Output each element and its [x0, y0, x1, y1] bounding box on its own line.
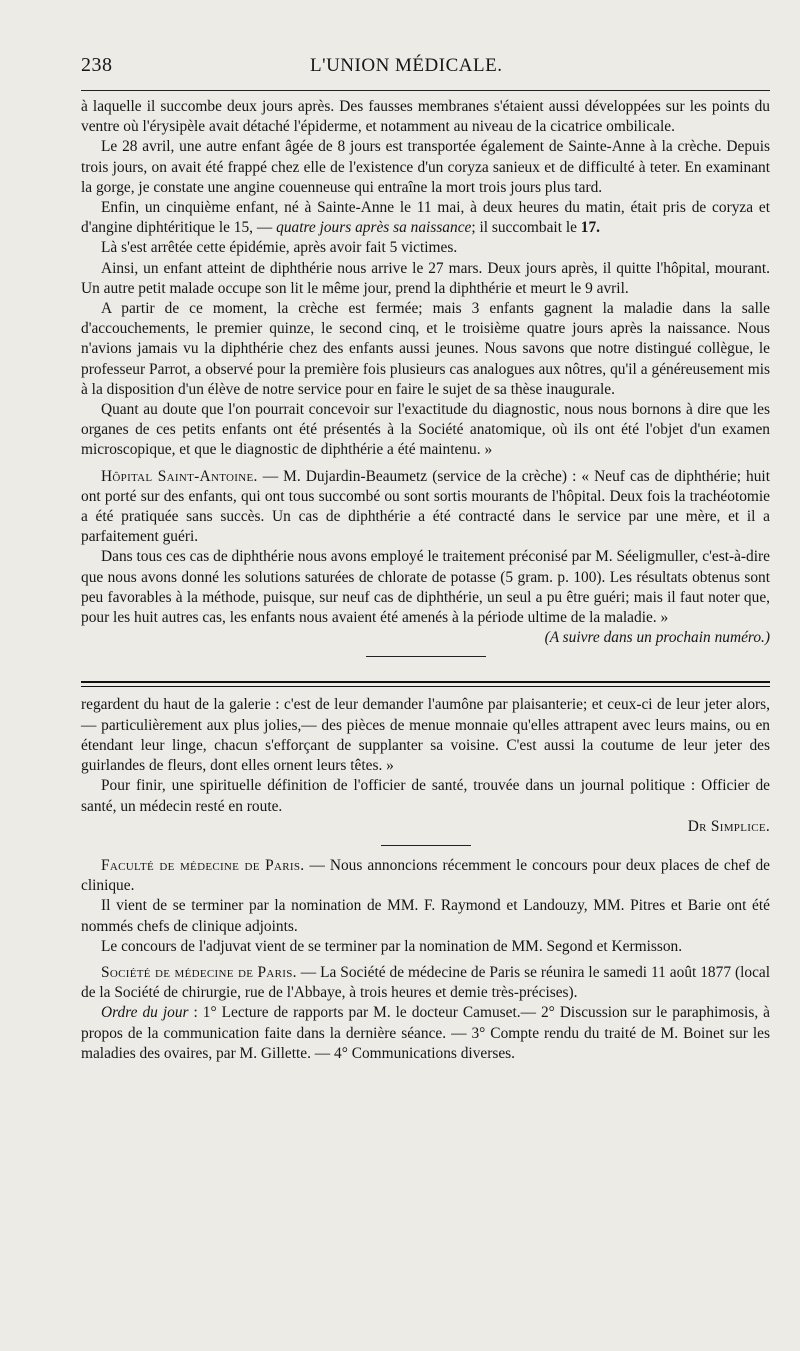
paragraph — [81, 198, 770, 238]
signature: Dr Simplice. — [687, 817, 770, 835]
paragraph: à laquelle il succombe deux jours après. Des fausses membranes s'étaient aussi développées sur les points du ventre où l'érysipèle avait détaché l'épiderme, et notamment au niveau de la cicatrice ombilicale. — [81, 98, 770, 136]
section-heading: Hôpital Saint-Antoine. — [101, 467, 258, 485]
feuilleton — [81, 695, 770, 836]
text-run: ; il succombait le — [471, 219, 581, 237]
text-run: : 1° Lecture de rapports par M. le docteur Camuset.— 2° Discussion sur le paraphimosis, à propos de la communication faite dans la dernière séance. — 3° Compte rendu du traité de M. Boinet sur les maladies des ovaires, par M. Gillette. — 4° Communications diverses. — [81, 1004, 770, 1062]
paragraph: A partir de ce moment, la crèche est fermée; mais 3 enfants gagnent la maladie dans la salle d'accouchements, le premier quinze, le second cinq, et le troisième quatre jours après la naissance. Nous n'avions jamais vu la diphthérie chez des enfants aussi jeunes. Nous savons que notre distingué collègue, le professeur Parrot, a observé pour la première fois plusieurs cas analogues aux nôtres, qu'il a généreusement mis à la disposition d'un élève de notre service pour en faire le sujet de sa thèse inaugurale. — [81, 300, 770, 398]
running-title: L'UNION MÉDICALE. — [310, 55, 503, 76]
paragraph: Le 28 avril, une autre enfant âgée de 8 jours est transportée également de Sainte-Anne à la crèche. Depuis trois jours, on avait été frappé chez elle de l'existence d'un coryza sanieux et de difficulté à teter. En examinant la gorge, je constate une angine couenneuse qui entraîne la mort trois jours plus tard. — [81, 138, 770, 196]
news-section — [81, 856, 770, 1064]
italic-text: Ordre du jour — [101, 1004, 189, 1022]
text-run: Enfin, un cinquième enfant, né à Sainte-Anne le 11 mai, à deux heures du matin, était pris de coryza et d'angine diphtéritique le 15, — — [81, 199, 770, 237]
feuilleton-separator — [81, 681, 770, 687]
italic-text: quatre jours après sa naissance — [276, 219, 472, 237]
paragraph: Pour finir, une spirituelle définition de l'officier de santé, trouvée dans un journal politique : Officier de santé, un médecin resté en route. — [81, 777, 770, 815]
paragraph: Là s'est arrêtée cette épidémie, après avoir fait 5 victimes. — [101, 239, 458, 257]
separator — [381, 845, 471, 846]
page-header — [81, 54, 770, 88]
separator — [366, 656, 486, 657]
section-heading: Société de médecine de Paris. — [101, 963, 297, 981]
section-heading: Faculté de médecine de Paris. — [101, 856, 305, 874]
header-rule — [81, 90, 770, 91]
to-be-continued: (A suivre dans un prochain numéro.) — [544, 629, 770, 647]
paragraph: Dans tous ces cas de diphthérie nous avons employé le traitement préconisé par M. Séeligmuller, c'est-à-dire que nous avons donné les solutions saturées de chlorate de potasse (5 gram. p. 100). Les résultats obtenus sont peu favorables à la méthode, puisque, sur neuf cas de diphthérie, un seul a pu être guéri; mais il faut noter que, pour les huit autres cas, les enfants nous avaient été amenés à la période ultime de la maladie. » — [81, 548, 770, 627]
paragraph: Ainsi, un enfant atteint de diphthérie nous arrive le 27 mars. Deux jours après, il quitte l'hôpital, mourant. Un autre petit malade occupe son lit le même jour, prend la diphthérie et meurt le 9 avril. — [81, 259, 770, 297]
article-diphtheria — [81, 97, 770, 648]
bold-text: 17. — [580, 219, 601, 237]
paragraph: Il vient de se terminer par la nomination de MM. F. Raymond et Landouzy, MM. Pitres et Barie ont été nommés chefs de clinique adjoints. — [81, 897, 770, 935]
text-run: — La Société de médecine de Paris se réunira le samedi 11 août 1877 (local de la Société de chirurgie, rue de l'Abbaye, à trois heures et demie très-précises). — [81, 963, 771, 1002]
paragraph: Le concours de l'adjuvat vient de se terminer par la nomination de MM. Segond et Kermisson. — [101, 937, 683, 955]
paragraph — [81, 963, 770, 1003]
page-number: 238 — [81, 54, 113, 76]
paragraph: regardent du haut de la galerie : c'est de leur demander l'aumône par plaisanterie; et ceux-ci de leur jeter alors, — particulièrement aux plus jolies,— des pièces de menue monnaie qu'elles attrapent avec leurs mains, ou en étendant leur linge, chacun s'efforçant de supplanter sa voisine. C'est aussi la coutume de leur jeter des guirlandes de fleurs, dont elles ornent leurs têtes. » — [81, 696, 770, 775]
text-run: — Nous annoncions récemment le concours pour deux places de chef de clinique. — [81, 856, 770, 895]
paragraph — [81, 467, 770, 548]
text-run: — M. Dujardin-Beaumetz (service de la crèche) : « Neuf cas de diphthérie; huit ont porté sur des enfants, qui ont tous succombé ou sont sortis mourants de l'hôpital. Deux fois la trachéotomie a été pratiquée sans succès. Un cas de diphthérie a été contracté dans le service par une mère, et il a parfaitement guéri. — [81, 467, 770, 546]
paragraph: Quant au doute que l'on pourrait concevoir sur l'exactitude du diagnostic, nous nous bornons à dire que les organes de ces petits enfants ont été présentés à la Société anatomique, où ils ont été l'objet d'un examen microscopique, et que le diagnostic de diphthérie a été maintenu. » — [81, 401, 770, 459]
paragraph — [81, 856, 770, 896]
paragraph — [81, 1003, 770, 1064]
